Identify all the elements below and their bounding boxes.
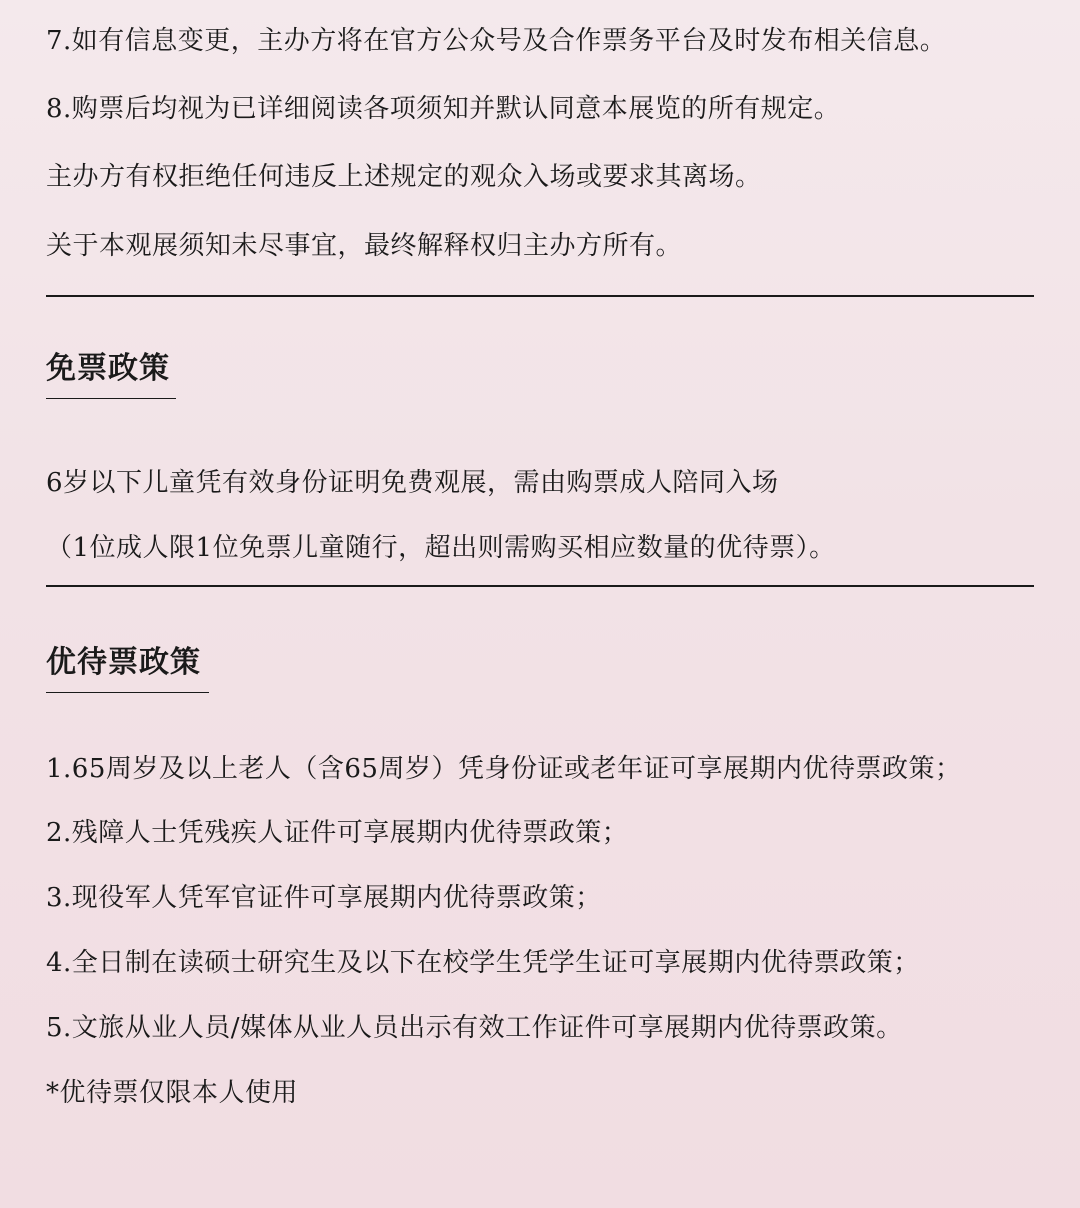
discount-policy-heading: 优待票政策 [46, 645, 201, 680]
discount-policy-item: 5.文旅从业人员/媒体从业人员出示有效工作证件可享展期内优待票政策。 [46, 1013, 903, 1043]
discount-policy-item: 4.全日制在读硕士研究生及以下在校学生凭学生证可享展期内优待票政策； [46, 948, 920, 978]
section-divider [46, 295, 1034, 297]
rule-item-8: 8.购票后均视为已详细阅读各项须知并默认同意本展览的所有规定。 [46, 94, 841, 124]
rule-refusal-statement: 主办方有权拒绝任何违反上述规定的观众入场或要求其离场。 [46, 162, 762, 192]
rule-item-7: 7.如有信息变更，主办方将在官方公众号及合作票务平台及时发布相关信息。 [46, 26, 947, 56]
rule-final-interpretation: 关于本观展须知未尽事宜，最终解释权归主办方所有。 [46, 231, 683, 261]
section-divider [46, 585, 1034, 587]
free-policy-line: （1位成人限1位免票儿童随行，超出则需购买相应数量的优待票）。 [46, 533, 836, 563]
free-policy-heading: 免票政策 [46, 351, 170, 386]
free-policy-line: 6岁以下儿童凭有效身份证明免费观展，需由购票成人陪同入场 [46, 468, 779, 498]
discount-policy-item: 1.65周岁及以上老人（含65周岁）凭身份证或老年证可享展期内优待票政策； [46, 754, 962, 784]
free-policy-heading-underline [46, 398, 176, 399]
discount-policy-item: 3.现役军人凭军官证件可享展期内优待票政策； [46, 883, 602, 913]
discount-policy-note: *优待票仅限本人使用 [46, 1078, 299, 1108]
discount-policy-heading-underline [46, 692, 209, 693]
discount-policy-item: 2.残障人士凭残疾人证件可享展期内优待票政策； [46, 818, 629, 848]
